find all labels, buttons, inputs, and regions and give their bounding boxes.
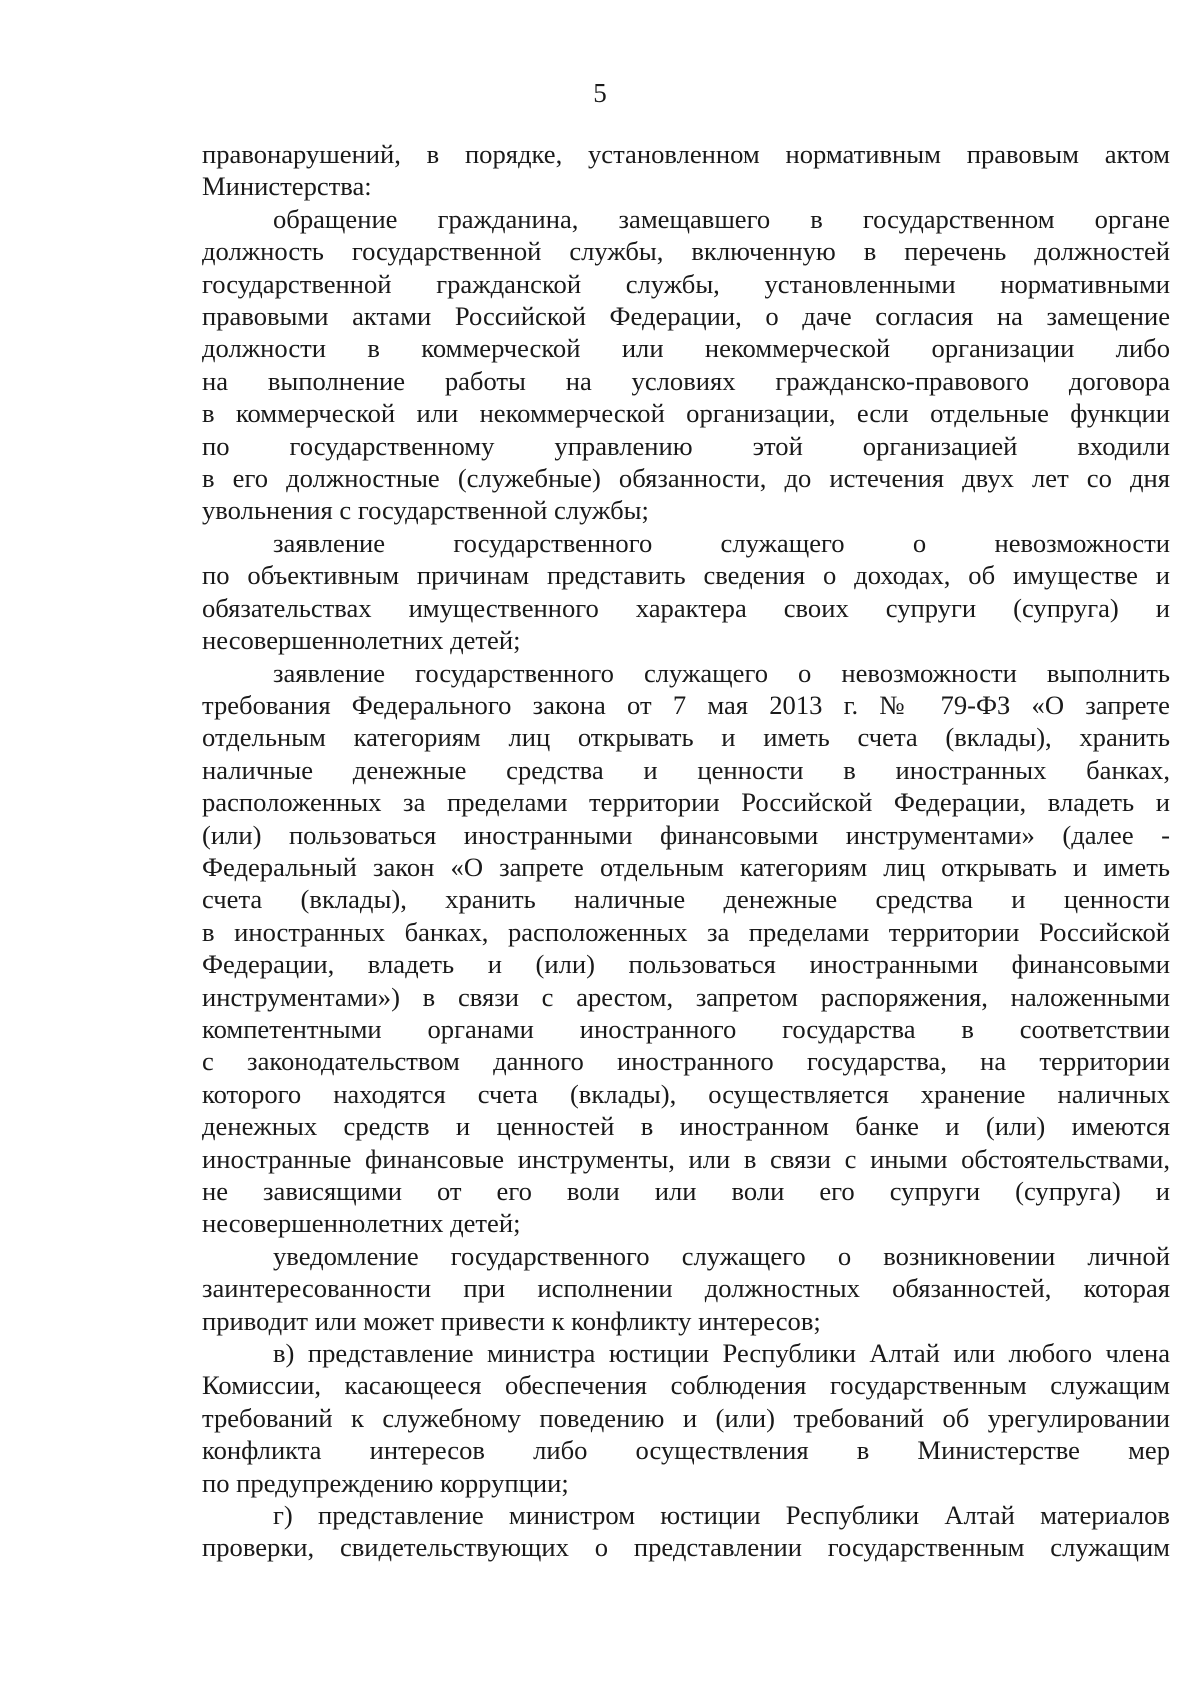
text-line: в его должностные (служебные) обязанности, до истечения двух лет со дня	[202, 463, 1170, 494]
text-line: Федеральный закон «О запрете отдельным категориям лиц открывать и иметь	[202, 851, 1170, 882]
text-line: денежных средств и ценностей в иностранном банке и (или) имеются	[202, 1111, 1170, 1142]
text-line: г) представление министром юстиции Республики Алтай материалов	[273, 1500, 1170, 1531]
text-line: по государственному управлению этой организацией входили	[202, 430, 1170, 461]
text-line: инструментами») в связи с арестом, запретом распоряжения, наложенными	[202, 981, 1170, 1012]
text-line: наличные денежные средства и ценности в иностранных банках,	[202, 754, 1170, 785]
text-line: обращение гражданина, замещавшего в государственном органе	[273, 203, 1170, 234]
text-line: несовершеннолетних детей;	[202, 1208, 521, 1239]
text-line: конфликта интересов либо осуществления в Министерстве мер	[202, 1435, 1170, 1466]
text-line: расположенных за пределами территории Российской Федерации, владеть и	[202, 787, 1170, 818]
text-line: по объективным причинам представить сведения о доходах, об имуществе и	[202, 560, 1170, 591]
text-line: иностранные финансовые инструменты, или в связи с иными обстоятельствами,	[202, 1143, 1170, 1174]
text-line: требований к служебному поведению и (или) требований об урегулировании	[202, 1402, 1170, 1433]
text-line: заявление государственного служащего о невозможности	[273, 527, 1170, 558]
text-line: компетентными органами иностранного государства в соответствии	[202, 1013, 1170, 1044]
text-line: с законодательством данного иностранного государства, на территории	[202, 1046, 1170, 1077]
text-line: (или) пользоваться иностранными финансовыми инструментами» (далее -	[202, 819, 1170, 850]
text-line: увольнения с государственной службы;	[202, 495, 649, 526]
text-line: которого находятся счета (вклады), осуществляется хранение наличных	[202, 1078, 1170, 1109]
text-line: несовершеннолетних детей;	[202, 625, 521, 656]
document-body	[202, 138, 1170, 1564]
text-line: отдельным категориям лиц открывать и иметь счета (вклады), хранить	[202, 722, 1170, 753]
page-number: 5	[593, 78, 607, 108]
text-line: заинтересованности при исполнении должностных обязанностей, которая	[202, 1273, 1170, 1304]
text-line: в коммерческой или некоммерческой организации, если отдельные функции	[202, 398, 1170, 429]
text-line: проверки, свидетельствующих о представлении государственным служащим	[202, 1532, 1170, 1563]
text-line: заявление государственного служащего о невозможности выполнить	[273, 657, 1170, 688]
text-line: Федерации, владеть и (или) пользоваться иностранными финансовыми	[202, 949, 1170, 980]
text-line: в) представление министра юстиции Республики Алтай или любого члена	[273, 1338, 1170, 1369]
text-line: счета (вклады), хранить наличные денежные средства и ценности	[202, 884, 1170, 915]
text-line: требования Федерального закона от 7 мая 2013 г. № 79-ФЗ «О запрете	[202, 689, 1170, 720]
text-line: приводит или может привести к конфликту интересов;	[202, 1305, 821, 1336]
text-line: должность государственной службы, включенную в перечень должностей	[202, 236, 1170, 267]
text-line: должности в коммерческой или некоммерческой организации либо	[202, 333, 1170, 364]
text-line: Комиссии, касающееся обеспечения соблюдения государственным служащим	[202, 1370, 1170, 1401]
text-line: по предупреждению коррупции;	[202, 1467, 569, 1498]
text-line: в иностранных банках, расположенных за пределами территории Российской	[202, 916, 1170, 947]
text-line: правовыми актами Российской Федерации, о даче согласия на замещение	[202, 301, 1170, 332]
text-line: не зависящими от его воли или воли его супруги (супруга) и	[202, 1176, 1170, 1206]
text-line: правонарушений, в порядке, установленном нормативным правовым актом	[202, 139, 1170, 169]
text-line: обязательствах имущественного характера своих супруги (супруга) и	[202, 592, 1170, 623]
text-line: на выполнение работы на условиях гражданско-правового договора	[202, 365, 1170, 396]
text-line: Министерства:	[202, 171, 372, 202]
text-line: государственной гражданской службы, установленными нормативными	[202, 268, 1170, 299]
text-line: уведомление государственного служащего о возникновении личной	[273, 1240, 1170, 1271]
